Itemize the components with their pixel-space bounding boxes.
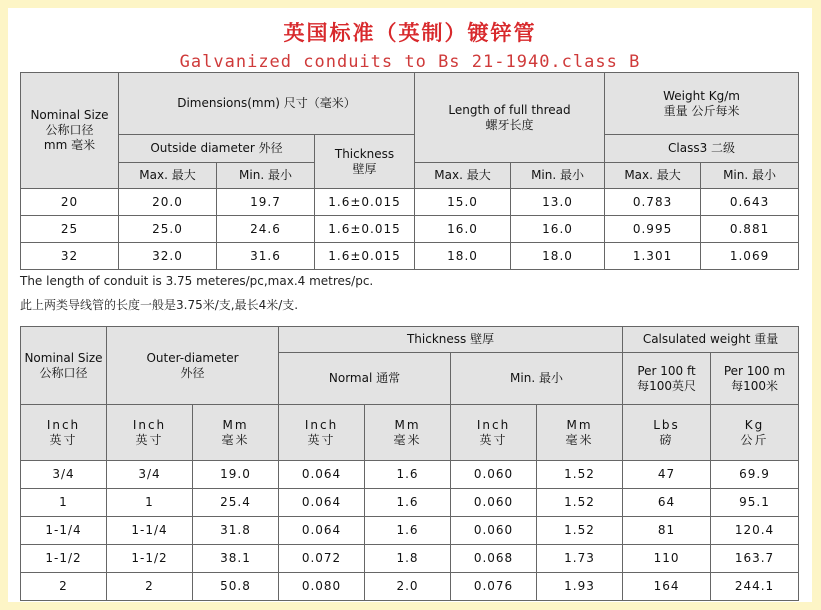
table-cell: 110 [623,545,711,573]
table-cell: 244.1 [711,573,799,601]
table-cell: 2.0 [365,573,451,601]
unit-label-en: Mm [566,417,593,432]
table-cell: 1.6 [365,517,451,545]
table-cell: 1.8 [365,545,451,573]
table-cell: 20.0 [119,189,217,216]
t1-dimensions-header: Dimensions(mm) 尺寸（毫米） [119,73,415,135]
table-cell: 38.1 [193,545,279,573]
table-cell: 1.6 [365,461,451,489]
table-cell: 0.881 [701,216,799,243]
unit-header [711,405,799,461]
table-cell: 1-1/4 [107,517,193,545]
unit-label-en: Lbs [653,417,680,432]
table-cell: 81 [623,517,711,545]
table-cell: 0.060 [451,489,537,517]
unit-header [623,405,711,461]
document-sheet [8,8,812,602]
t1-thread-cn: 螺牙长度 [485,117,534,132]
table-cell: 64 [623,489,711,517]
table-row [21,216,799,243]
table-cell: 47 [623,461,711,489]
unit-label-cn: 英寸 [307,432,336,447]
table-cell: 164 [623,573,711,601]
t2-per100m-header [711,353,799,405]
t2-normal-header: Normal 通常 [279,353,451,405]
table-cell: 1.52 [537,461,623,489]
table-cell: 32.0 [119,243,217,270]
table-row [21,545,799,573]
table-cell: 1-1/2 [21,545,107,573]
table-cell: 25.0 [119,216,217,243]
unit-label-cn: 英寸 [135,432,164,447]
bs-conduit-table [20,72,799,270]
table-cell: 120.4 [711,517,799,545]
unit-header [279,405,365,461]
t2-per100ft-en: Per 100 ft [637,363,696,378]
unit-header [107,405,193,461]
table-cell: 0.080 [279,573,365,601]
unit-header [365,405,451,461]
table-cell: 1-1/2 [107,545,193,573]
unit-header [451,405,537,461]
table-cell: 24.6 [217,216,315,243]
table-cell: 16.0 [415,216,511,243]
t1-class3-header: Class3 二级 [605,135,799,163]
t2-per100m-cn: 每100米 [731,378,778,393]
table-row [21,489,799,517]
t2-min-header: Min. 最小 [451,353,623,405]
t1-weight-min: Min. 最小 [701,163,799,189]
table-cell: 0.072 [279,545,365,573]
t2-per100ft-header [623,353,711,405]
unit-label-en: Kg [744,417,765,432]
table-cell: 0.064 [279,517,365,545]
t1-outside-diameter-header: Outside diameter 外径 [119,135,315,163]
table-cell: 1.301 [605,243,701,270]
units-row [21,405,799,461]
unit-label-cn: 英寸 [479,432,508,447]
t2-weight-header: Calsulated weight 重量 [623,327,799,353]
table-cell: 0.064 [279,489,365,517]
table-cell: 1.6 [365,489,451,517]
unit-label-cn: 毫米 [393,432,422,447]
imperial-conduit-table [20,326,799,601]
t2-outer-en: Outer-diameter [146,350,239,365]
unit-label-en: Inch [46,417,81,432]
t1-od-min: Min. 最小 [217,163,315,189]
table-cell: 1 [21,489,107,517]
table-cell: 20 [21,189,119,216]
conduit-length-note-cn: 此上两类导线管的长度一般是3.75米/支,最长4米/支. [20,298,299,312]
t2-nominal-en: Nominal Size [24,350,103,365]
unit-label-en: Inch [304,417,339,432]
table-cell: 3/4 [107,461,193,489]
table-cell: 1.6±0.015 [315,243,415,270]
table-cell: 163.7 [711,545,799,573]
t1-od-max: Max. 最大 [119,163,217,189]
table-cell: 0.643 [701,189,799,216]
t1-thickness-cn: 壁厚 [352,161,377,176]
table-row [21,243,799,270]
table-cell: 50.8 [193,573,279,601]
t2-nominal-cn: 公称口径 [39,365,88,380]
unit-header [21,405,107,461]
t1-nominal-header [21,73,119,189]
table-cell: 3/4 [21,461,107,489]
table-cell: 0.060 [451,461,537,489]
table-cell: 18.0 [415,243,511,270]
table-cell: 13.0 [511,189,605,216]
table-cell: 1.73 [537,545,623,573]
table-cell: 19.0 [193,461,279,489]
t2-per100ft-cn: 每100英尺 [637,378,696,393]
table-cell: 31.6 [217,243,315,270]
table-cell: 25.4 [193,489,279,517]
table-cell: 2 [107,573,193,601]
t1-nominal-en: Nominal Size [30,108,109,122]
table-cell: 95.1 [711,489,799,517]
table-cell: 1.52 [537,517,623,545]
t1-thread-min: Min. 最小 [511,163,605,189]
table-cell: 1.6±0.015 [315,216,415,243]
t2-per100m-en: Per 100 m [723,363,786,378]
t1-thickness-header [315,135,415,189]
table-cell: 1.93 [537,573,623,601]
unit-label-cn: 毫米 [565,432,594,447]
unit-label-cn: 公斤 [740,432,769,447]
table-cell: 1-1/4 [21,517,107,545]
unit-header [537,405,623,461]
table-cell: 25 [21,216,119,243]
page-subtitle: Galvanized conduits to Bs 21-1940.class B [179,52,641,72]
table-cell: 31.8 [193,517,279,545]
table-cell: 0.064 [279,461,365,489]
page-title: 英国标准（英制）镀锌管 [283,21,537,45]
table-cell: 2 [21,573,107,601]
table-cell: 1.069 [701,243,799,270]
unit-label-cn: 毫米 [221,432,250,447]
t1-weight-en: Weight Kg/m [663,88,740,103]
table-cell: 19.7 [217,189,315,216]
table-row [21,517,799,545]
table-cell: 0.060 [451,517,537,545]
unit-label-en: Inch [132,417,167,432]
t1-weight-header [605,73,799,135]
t1-thread-max: Max. 最大 [415,163,511,189]
table-row [21,461,799,489]
table-cell: 0.068 [451,545,537,573]
t2-thickness-header: Thickness 壁厚 [279,327,623,353]
table-cell: 18.0 [511,243,605,270]
t2-outer-cn: 外径 [180,365,205,380]
unit-label-cn: 英寸 [49,432,78,447]
conduit-length-note-en: The length of conduit is 3.75 meteres/pc,max.4 metres/pc. [20,274,374,288]
t2-nominal-header [21,327,107,405]
table-cell: 32 [21,243,119,270]
table-cell: 0.995 [605,216,701,243]
table-cell: 16.0 [511,216,605,243]
table-cell: 1.6±0.015 [315,189,415,216]
t1-thread-header [415,73,605,163]
t1-nominal-cn: 公称口径 [45,123,94,137]
table-cell: 1 [107,489,193,517]
table-cell: 15.0 [415,189,511,216]
table-cell: 0.783 [605,189,701,216]
unit-label-en: Inch [476,417,511,432]
t2-outer-diameter-header [107,327,279,405]
t1-weight-cn: 重量 公斤每米 [663,103,740,118]
table-cell: 0.076 [451,573,537,601]
t1-weight-max: Max. 最大 [605,163,701,189]
unit-label-cn: 磅 [659,432,674,447]
t1-thread-en: Length of full thread [448,102,571,117]
unit-header [193,405,279,461]
table-cell: 69.9 [711,461,799,489]
unit-label-en: Mm [222,417,249,432]
table-cell: 1.52 [537,489,623,517]
t1-nominal-unit: mm 毫米 [43,138,96,152]
t1-thickness-en: Thickness [334,146,395,161]
table-row [21,189,799,216]
unit-label-en: Mm [394,417,421,432]
table-row [21,573,799,601]
